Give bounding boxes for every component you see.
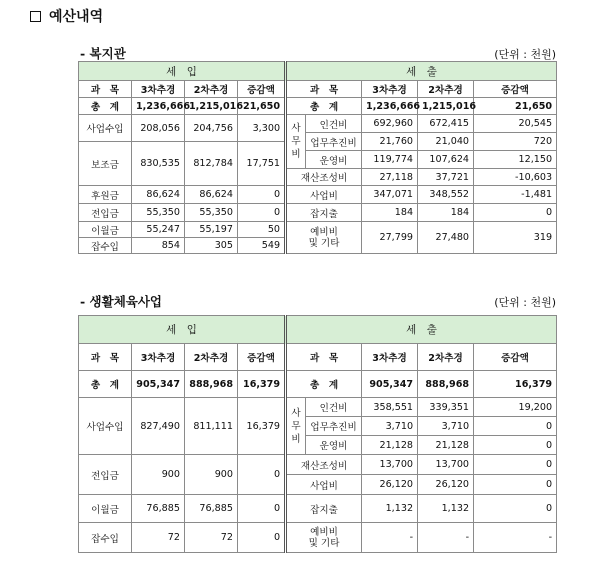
income-label: 이월금 bbox=[79, 495, 132, 523]
total-value: 888,968 bbox=[418, 371, 474, 398]
expense-value: 26,120 bbox=[362, 475, 418, 495]
expense-label: 업무추진비 bbox=[306, 133, 362, 151]
expense-value: 0 bbox=[474, 475, 557, 495]
expense-value: -1,481 bbox=[474, 186, 557, 204]
income-value: 305 bbox=[185, 238, 238, 254]
col-3rd: 3차추경 bbox=[132, 344, 185, 371]
col-2nd: 2차추경 bbox=[418, 81, 474, 98]
income-value: 17,751 bbox=[238, 142, 286, 186]
expense-label: 재산조성비 bbox=[286, 455, 362, 475]
budget-table-welfare bbox=[78, 61, 557, 254]
budget-table-sports bbox=[78, 315, 557, 553]
income-value: 55,350 bbox=[132, 204, 185, 222]
expense-label: 사업비 bbox=[286, 186, 362, 204]
section-title-welfare: - 복지관 bbox=[80, 46, 126, 61]
heading-text: 예산내역 bbox=[49, 9, 104, 25]
expense-value: 27,118 bbox=[362, 169, 418, 186]
expense-value: 347,071 bbox=[362, 186, 418, 204]
income-value: 208,056 bbox=[132, 115, 185, 142]
unit-label-welfare: (단위 : 천원) bbox=[494, 48, 556, 61]
expense-value: 184 bbox=[362, 204, 418, 222]
income-header: 세 입 bbox=[79, 316, 286, 344]
income-label: 이월금 bbox=[79, 222, 132, 238]
income-value: 55,197 bbox=[185, 222, 238, 238]
col-2nd: 2차추경 bbox=[418, 344, 474, 371]
col-3rd: 3차추경 bbox=[132, 81, 185, 98]
expense-value: 19,200 bbox=[474, 398, 557, 417]
col-diff: 증감액 bbox=[474, 81, 557, 98]
expense-value: 3,710 bbox=[418, 417, 474, 436]
expense-value: 26,120 bbox=[418, 475, 474, 495]
total-value: 21,650 bbox=[474, 98, 557, 115]
expense-label: 잡지출 bbox=[286, 495, 362, 523]
income-label: 전입금 bbox=[79, 455, 132, 495]
expense-value: 0 bbox=[474, 204, 557, 222]
expense-value: 348,552 bbox=[418, 186, 474, 204]
col-diff: 증감액 bbox=[474, 344, 557, 371]
income-value: 76,885 bbox=[132, 495, 185, 523]
income-header: 세 입 bbox=[79, 62, 286, 81]
income-value: 16,379 bbox=[238, 398, 286, 455]
income-value: 76,885 bbox=[185, 495, 238, 523]
total-value: 16,379 bbox=[238, 371, 286, 398]
expense-value: 692,960 bbox=[362, 115, 418, 133]
expense-value: 21,760 bbox=[362, 133, 418, 151]
expense-label-reserve: 예비비 및 기타 bbox=[286, 222, 362, 254]
admin-group-label: 사 무 비 bbox=[286, 115, 306, 169]
total-value: 16,379 bbox=[474, 371, 557, 398]
income-value: 0 bbox=[238, 523, 286, 553]
col-2nd: 2차추경 bbox=[185, 344, 238, 371]
expense-label: 업무추진비 bbox=[306, 417, 362, 436]
col-2nd: 2차추경 bbox=[185, 81, 238, 98]
income-value: 72 bbox=[132, 523, 185, 553]
total-label: 총 계 bbox=[79, 371, 132, 398]
total-value: 1,215,016 bbox=[185, 98, 238, 115]
income-value: 900 bbox=[132, 455, 185, 495]
expense-value: 184 bbox=[418, 204, 474, 222]
expense-label: 잡지출 bbox=[286, 204, 362, 222]
total-value: 1,236,666 bbox=[362, 98, 418, 115]
col-3rd: 3차추경 bbox=[362, 344, 418, 371]
expense-value: 0 bbox=[474, 455, 557, 475]
col-diff: 증감액 bbox=[238, 81, 286, 98]
expense-value: 12,150 bbox=[474, 151, 557, 169]
section-title-sports: - 생활체육사업 bbox=[80, 294, 162, 309]
expense-label: 사업비 bbox=[286, 475, 362, 495]
expense-value: 20,545 bbox=[474, 115, 557, 133]
income-value: 830,535 bbox=[132, 142, 185, 186]
col-item: 과 목 bbox=[286, 81, 362, 98]
income-value: 86,624 bbox=[132, 186, 185, 204]
checkbox-square-icon bbox=[30, 11, 41, 22]
expense-value: 13,700 bbox=[418, 455, 474, 475]
col-diff: 증감액 bbox=[238, 344, 286, 371]
income-value: 900 bbox=[185, 455, 238, 495]
expense-value: 3,710 bbox=[362, 417, 418, 436]
total-value: 905,347 bbox=[362, 371, 418, 398]
expense-value: 358,551 bbox=[362, 398, 418, 417]
income-label: 사업수입 bbox=[79, 398, 132, 455]
expense-value: 319 bbox=[474, 222, 557, 254]
expense-value: 720 bbox=[474, 133, 557, 151]
expense-label: 인건비 bbox=[306, 398, 362, 417]
income-label: 보조금 bbox=[79, 142, 132, 186]
expense-value: - bbox=[362, 523, 418, 553]
total-value: 1,236,666 bbox=[132, 98, 185, 115]
col-item: 과 목 bbox=[79, 81, 132, 98]
total-value: 1,215,016 bbox=[418, 98, 474, 115]
income-value: 812,784 bbox=[185, 142, 238, 186]
section-heading bbox=[30, 6, 103, 26]
expense-value: - bbox=[474, 523, 557, 553]
income-value: 204,756 bbox=[185, 115, 238, 142]
admin-group-label: 사 무 비 bbox=[286, 398, 306, 455]
col-item: 과 목 bbox=[79, 344, 132, 371]
total-label: 총 계 bbox=[79, 98, 132, 115]
unit-label-sports: (단위 : 천원) bbox=[494, 296, 556, 309]
expense-label: 운영비 bbox=[306, 151, 362, 169]
income-value: 854 bbox=[132, 238, 185, 254]
col-3rd: 3차추경 bbox=[362, 81, 418, 98]
expense-value: 0 bbox=[474, 436, 557, 455]
expense-value: 27,480 bbox=[418, 222, 474, 254]
col-item: 과 목 bbox=[286, 344, 362, 371]
expense-value: 27,799 bbox=[362, 222, 418, 254]
income-value: 0 bbox=[238, 186, 286, 204]
expense-value: 119,774 bbox=[362, 151, 418, 169]
income-label: 사업수입 bbox=[79, 115, 132, 142]
income-label: 잡수입 bbox=[79, 238, 132, 254]
expense-value: 21,128 bbox=[418, 436, 474, 455]
expense-value: -10,603 bbox=[474, 169, 557, 186]
total-label: 총 계 bbox=[286, 371, 362, 398]
expense-value: 672,415 bbox=[418, 115, 474, 133]
income-value: 0 bbox=[238, 455, 286, 495]
expense-value: 1,132 bbox=[418, 495, 474, 523]
expense-header: 세 출 bbox=[286, 62, 557, 81]
expense-header: 세 출 bbox=[286, 316, 557, 344]
total-value: 21,650 bbox=[238, 98, 286, 115]
income-label: 후원금 bbox=[79, 186, 132, 204]
expense-label: 재산조성비 bbox=[286, 169, 362, 186]
income-value: 55,350 bbox=[185, 204, 238, 222]
income-label: 전입금 bbox=[79, 204, 132, 222]
income-value: 827,490 bbox=[132, 398, 185, 455]
expense-value: 37,721 bbox=[418, 169, 474, 186]
income-value: 72 bbox=[185, 523, 238, 553]
income-value: 549 bbox=[238, 238, 286, 254]
expense-value: 339,351 bbox=[418, 398, 474, 417]
total-value: 905,347 bbox=[132, 371, 185, 398]
income-value: 811,111 bbox=[185, 398, 238, 455]
income-value: 0 bbox=[238, 204, 286, 222]
total-label: 총 계 bbox=[286, 98, 362, 115]
expense-label: 인건비 bbox=[306, 115, 362, 133]
expense-value: 107,624 bbox=[418, 151, 474, 169]
expense-value: 21,128 bbox=[362, 436, 418, 455]
expense-label: 운영비 bbox=[306, 436, 362, 455]
expense-value: 21,040 bbox=[418, 133, 474, 151]
total-value: 888,968 bbox=[185, 371, 238, 398]
income-value: 86,624 bbox=[185, 186, 238, 204]
income-value: 0 bbox=[238, 495, 286, 523]
expense-value: - bbox=[418, 523, 474, 553]
expense-value: 0 bbox=[474, 495, 557, 523]
income-value: 50 bbox=[238, 222, 286, 238]
income-value: 55,247 bbox=[132, 222, 185, 238]
expense-label-reserve: 예비비 및 기타 bbox=[286, 523, 362, 553]
expense-value: 0 bbox=[474, 417, 557, 436]
income-value: 3,300 bbox=[238, 115, 286, 142]
expense-value: 13,700 bbox=[362, 455, 418, 475]
expense-value: 1,132 bbox=[362, 495, 418, 523]
income-label: 잡수입 bbox=[79, 523, 132, 553]
